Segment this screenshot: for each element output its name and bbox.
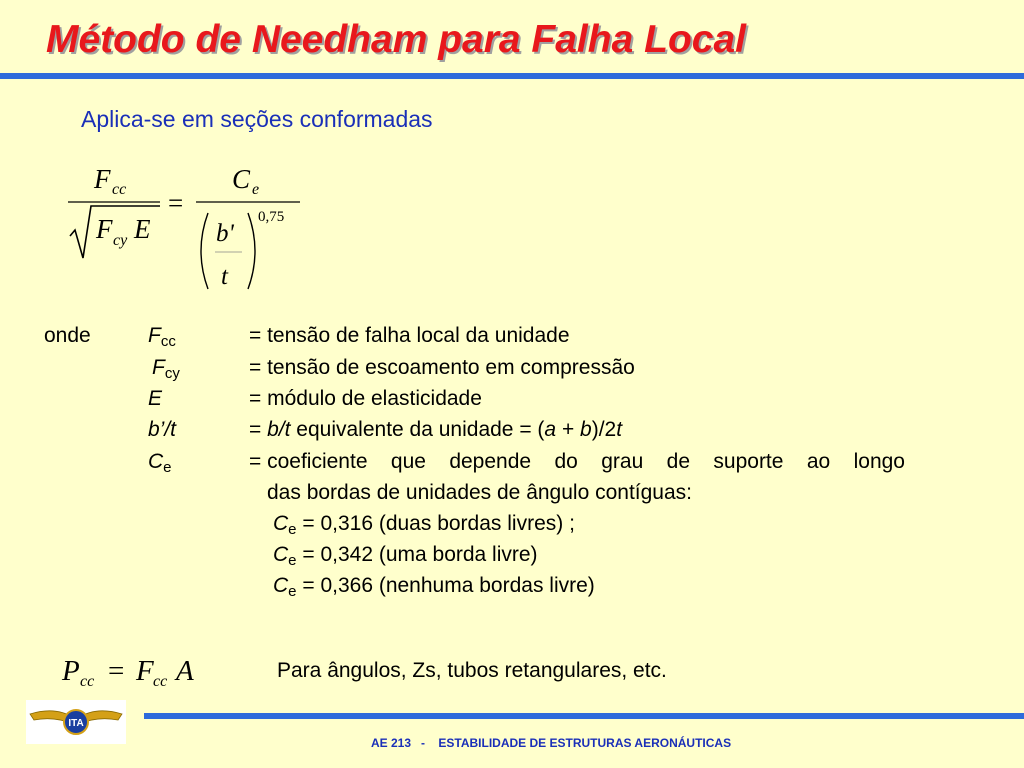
slide-title: Método de Needham para Falha Local [46, 18, 746, 61]
right-paren [248, 213, 255, 289]
needham-formula [60, 158, 320, 298]
rhs-numerator-symbol: C [232, 164, 251, 194]
ce-definition-line2: das bordas de unidades de ângulo contíguas: [267, 481, 692, 504]
pcc-P-sub: cc [80, 673, 95, 690]
rhs-inner-num: b' [216, 220, 234, 247]
left-paren [201, 213, 208, 289]
onde-label: onde [44, 324, 91, 347]
ce-value-3: $C_e = 0,366$ (nenhuma bordas livre) [273, 574, 595, 600]
exponent: 0,75 [258, 209, 285, 225]
ce-definition-line1: = coeficiente que depende do grau de suporte ao longo [249, 450, 905, 473]
ce-value-2: $C_e = 0,342$ (uma borda livre) [273, 543, 538, 569]
ita-logo [26, 700, 126, 744]
fcy-symbol: $F_{cy}$ [152, 356, 180, 382]
e-symbol: E [148, 387, 163, 410]
ce-value-1: $C_e = 0,316$ (duas bordas livres) ; [273, 512, 575, 538]
lhs-den-sub: cy [113, 232, 128, 249]
ce-symbol: $C_e$ [148, 450, 172, 476]
subtitle: Aplica-se em seções conformadas [81, 106, 433, 132]
bt-symbol: b’/t [148, 418, 177, 441]
rhs-inner-den: t [221, 263, 228, 290]
fcc-symbol: $F_{cc}$ [148, 324, 176, 350]
rhs-numerator-sub: e [252, 181, 260, 198]
equals-sign: = [168, 188, 184, 218]
top-divider [0, 73, 1024, 79]
lhs-den-F: F [96, 214, 113, 244]
applicability-note: Para ângulos, Zs, tubos retangulares, etc. [277, 659, 667, 682]
logo-text: ITA [68, 718, 84, 729]
pcc-equals: = [108, 655, 125, 687]
lhs-den-E: E [134, 214, 151, 244]
lhs-numerator-symbol: F [94, 164, 111, 194]
pcc-formula [58, 650, 218, 694]
lhs-numerator-sub: cc [112, 181, 127, 198]
e-definition: = módulo de elasticidade [249, 387, 482, 410]
fcy-definition: = tensão de escoamento em compressão [249, 356, 635, 379]
footer: AE 213 - ESTABILIDADE DE ESTRUTURAS AERONÁUTICAS [371, 736, 732, 750]
pcc-F-sub: cc [153, 673, 168, 690]
bt-definition: = b/t equivalente da unidade = (a + b)/2t [249, 418, 623, 441]
pcc-P: P [62, 655, 80, 687]
fcc-definition: = tensão de falha local da unidade [249, 324, 570, 347]
pcc-F: F [136, 655, 154, 687]
pcc-A: A [176, 655, 194, 687]
bottom-divider [144, 713, 1024, 719]
